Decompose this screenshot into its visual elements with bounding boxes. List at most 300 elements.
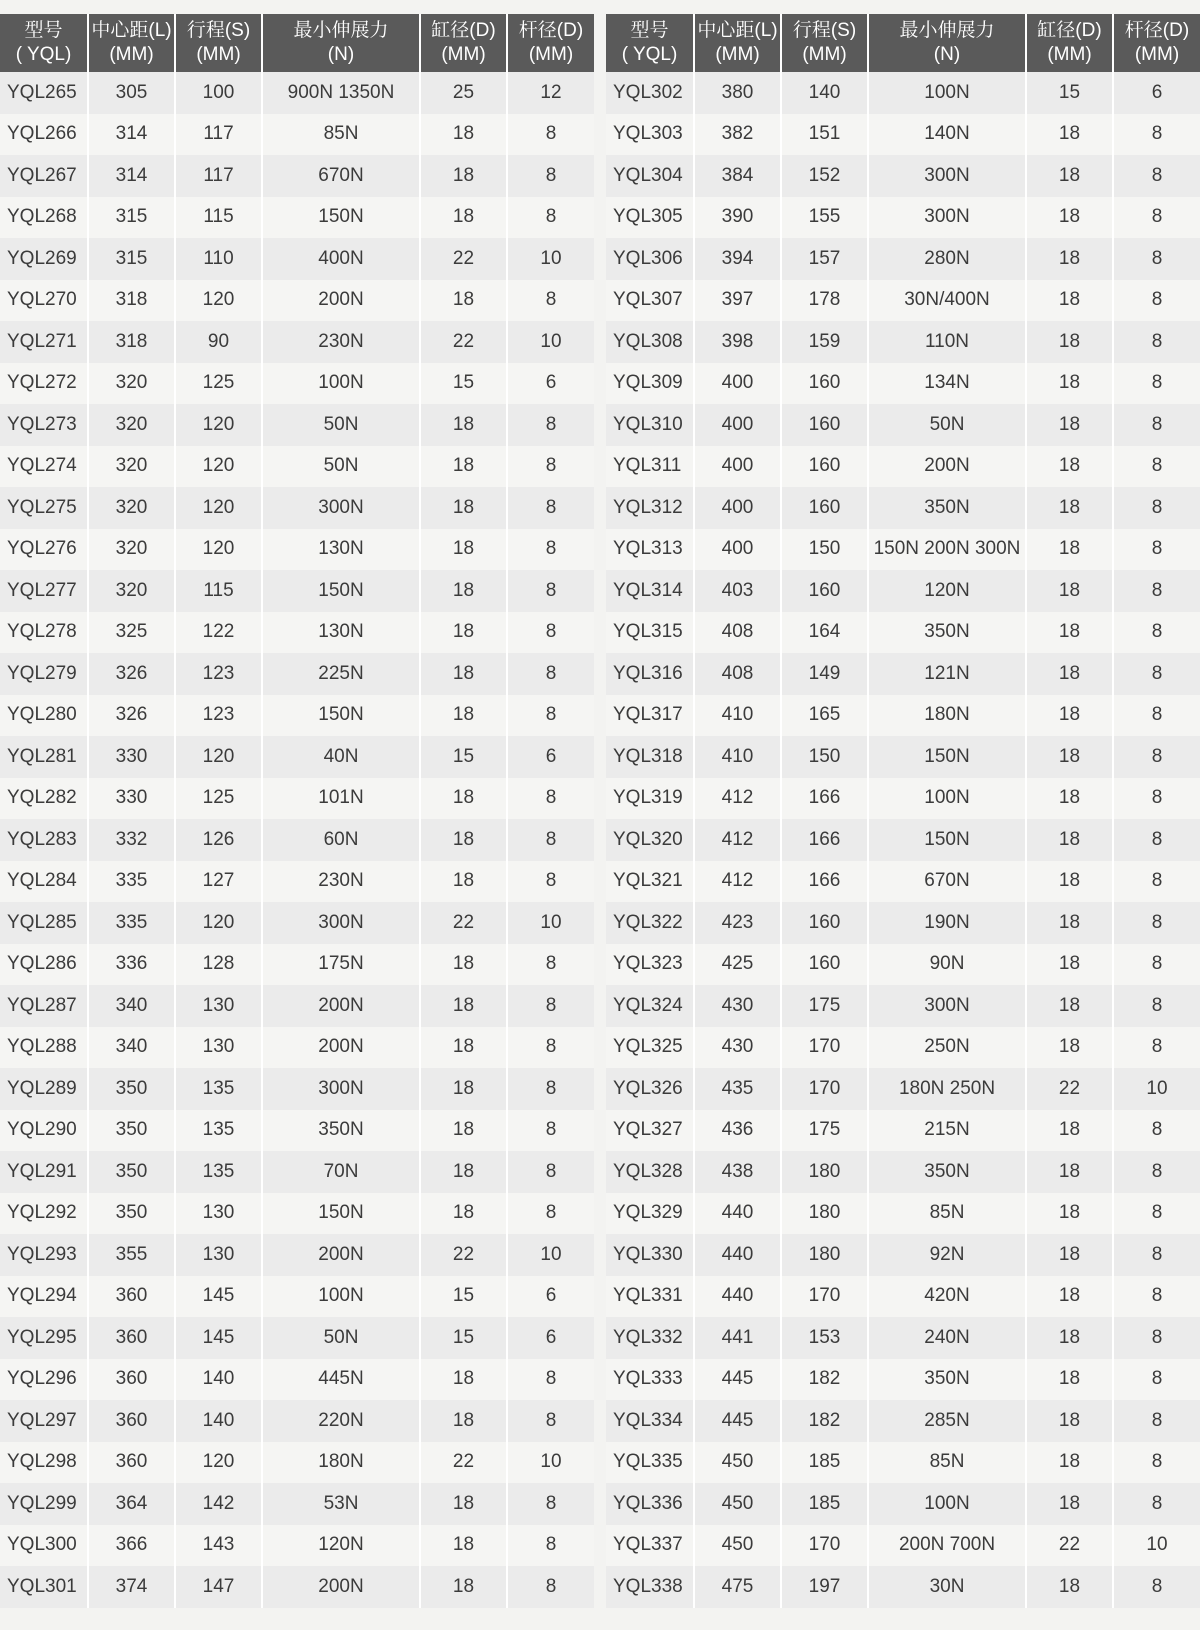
header-min-extension-force bbox=[868, 14, 1026, 72]
cell-stroke: 170 bbox=[781, 1525, 868, 1567]
cell-center-distance: 408 bbox=[694, 653, 781, 695]
cell-min-extension-force: 30N/400N bbox=[868, 280, 1026, 322]
header-unit: (MM) bbox=[196, 44, 241, 65]
cell-center-distance: 320 bbox=[88, 446, 175, 488]
cell-min-extension-force: 220N bbox=[262, 1400, 420, 1442]
cell-model: YQL319 bbox=[606, 778, 694, 820]
cell-center-distance: 360 bbox=[88, 1317, 175, 1359]
cell-rod-diameter: 6 bbox=[507, 363, 594, 405]
cell-rod-diameter: 10 bbox=[507, 1442, 594, 1484]
cell-center-distance: 430 bbox=[694, 1027, 781, 1069]
table-row bbox=[0, 321, 594, 363]
cell-stroke: 160 bbox=[781, 487, 868, 529]
cell-rod-diameter: 8 bbox=[1113, 1566, 1200, 1608]
table-row bbox=[606, 612, 1200, 654]
cell-model: YQL296 bbox=[0, 1359, 88, 1401]
cell-stroke: 170 bbox=[781, 1027, 868, 1069]
cell-model: YQL290 bbox=[0, 1110, 88, 1152]
cell-min-extension-force: 200N bbox=[262, 985, 420, 1027]
cell-min-extension-force: 350N bbox=[868, 1151, 1026, 1193]
table-row bbox=[0, 1234, 594, 1276]
cell-rod-diameter: 6 bbox=[1113, 72, 1200, 114]
header-label: 中心距(L) bbox=[91, 20, 172, 41]
cell-rod-diameter: 8 bbox=[507, 197, 594, 239]
cell-center-distance: 335 bbox=[88, 902, 175, 944]
cell-model: YQL267 bbox=[0, 155, 88, 197]
cell-stroke: 150 bbox=[781, 736, 868, 778]
cell-stroke: 120 bbox=[175, 529, 262, 571]
cell-min-extension-force: 190N bbox=[868, 902, 1026, 944]
cell-cylinder-diameter: 22 bbox=[1026, 1068, 1113, 1110]
cell-stroke: 164 bbox=[781, 612, 868, 654]
cell-cylinder-diameter: 18 bbox=[420, 944, 507, 986]
cell-min-extension-force: 200N bbox=[262, 280, 420, 322]
cell-cylinder-diameter: 18 bbox=[1026, 280, 1113, 322]
cell-center-distance: 403 bbox=[694, 570, 781, 612]
cell-cylinder-diameter: 18 bbox=[420, 446, 507, 488]
table-row bbox=[0, 1151, 594, 1193]
cell-cylinder-diameter: 22 bbox=[420, 902, 507, 944]
cell-center-distance: 360 bbox=[88, 1400, 175, 1442]
cell-center-distance: 340 bbox=[88, 985, 175, 1027]
cell-cylinder-diameter: 22 bbox=[420, 1442, 507, 1484]
cell-model: YQL308 bbox=[606, 321, 694, 363]
table-row bbox=[606, 404, 1200, 446]
cell-cylinder-diameter: 18 bbox=[1026, 404, 1113, 446]
cell-stroke: 140 bbox=[781, 72, 868, 114]
cell-stroke: 110 bbox=[175, 238, 262, 280]
table-row bbox=[606, 902, 1200, 944]
table-row bbox=[606, 280, 1200, 322]
cell-model: YQL305 bbox=[606, 197, 694, 239]
cell-model: YQL328 bbox=[606, 1151, 694, 1193]
header-label: 最小伸展力 bbox=[899, 20, 995, 41]
cell-rod-diameter: 8 bbox=[507, 155, 594, 197]
cell-model: YQL280 bbox=[0, 695, 88, 737]
cell-stroke: 151 bbox=[781, 114, 868, 156]
cell-stroke: 123 bbox=[175, 695, 262, 737]
table-row bbox=[606, 1442, 1200, 1484]
cell-min-extension-force: 300N bbox=[262, 902, 420, 944]
cell-center-distance: 450 bbox=[694, 1483, 781, 1525]
cell-center-distance: 360 bbox=[88, 1442, 175, 1484]
cell-model: YQL338 bbox=[606, 1566, 694, 1608]
cell-model: YQL327 bbox=[606, 1110, 694, 1152]
table-row bbox=[606, 653, 1200, 695]
cell-model: YQL295 bbox=[0, 1317, 88, 1359]
cell-model: YQL320 bbox=[606, 819, 694, 861]
table-row bbox=[0, 404, 594, 446]
cell-center-distance: 440 bbox=[694, 1276, 781, 1318]
cell-min-extension-force: 70N bbox=[262, 1151, 420, 1193]
table-row bbox=[606, 695, 1200, 737]
cell-center-distance: 430 bbox=[694, 985, 781, 1027]
cell-rod-diameter: 8 bbox=[1113, 321, 1200, 363]
header-unit: (MM) bbox=[802, 44, 847, 65]
cell-rod-diameter: 8 bbox=[507, 861, 594, 903]
cell-rod-diameter: 6 bbox=[507, 736, 594, 778]
cell-model: YQL274 bbox=[0, 446, 88, 488]
cell-rod-diameter: 8 bbox=[1113, 1442, 1200, 1484]
cell-min-extension-force: 445N bbox=[262, 1359, 420, 1401]
cell-center-distance: 320 bbox=[88, 570, 175, 612]
spec-table-left bbox=[0, 14, 594, 1608]
cell-center-distance: 340 bbox=[88, 1027, 175, 1069]
header-label: 行程(S) bbox=[186, 20, 251, 41]
table-row bbox=[606, 487, 1200, 529]
cell-stroke: 152 bbox=[781, 155, 868, 197]
cell-stroke: 182 bbox=[781, 1359, 868, 1401]
cell-cylinder-diameter: 18 bbox=[1026, 612, 1113, 654]
cell-cylinder-diameter: 18 bbox=[1026, 1317, 1113, 1359]
table-row bbox=[0, 1483, 594, 1525]
cell-center-distance: 400 bbox=[694, 487, 781, 529]
table-row bbox=[606, 1151, 1200, 1193]
cell-center-distance: 320 bbox=[88, 529, 175, 571]
cell-model: YQL286 bbox=[0, 944, 88, 986]
cell-cylinder-diameter: 18 bbox=[1026, 446, 1113, 488]
cell-cylinder-diameter: 18 bbox=[420, 1027, 507, 1069]
cell-stroke: 180 bbox=[781, 1193, 868, 1235]
cell-stroke: 145 bbox=[175, 1317, 262, 1359]
cell-min-extension-force: 200N bbox=[262, 1027, 420, 1069]
cell-min-extension-force: 60N bbox=[262, 819, 420, 861]
cell-cylinder-diameter: 18 bbox=[1026, 487, 1113, 529]
cell-cylinder-diameter: 18 bbox=[420, 114, 507, 156]
cell-min-extension-force: 670N bbox=[262, 155, 420, 197]
cell-model: YQL313 bbox=[606, 529, 694, 571]
cell-rod-diameter: 8 bbox=[1113, 612, 1200, 654]
table-row bbox=[606, 944, 1200, 986]
cell-stroke: 120 bbox=[175, 736, 262, 778]
cell-rod-diameter: 8 bbox=[1113, 653, 1200, 695]
cell-min-extension-force: 180N 250N bbox=[868, 1068, 1026, 1110]
header-min-extension-force bbox=[262, 14, 420, 72]
cell-cylinder-diameter: 18 bbox=[420, 1525, 507, 1567]
table-row bbox=[0, 529, 594, 571]
cell-cylinder-diameter: 18 bbox=[1026, 529, 1113, 571]
cell-rod-diameter: 8 bbox=[507, 570, 594, 612]
table-row bbox=[606, 321, 1200, 363]
cell-rod-diameter: 8 bbox=[1113, 778, 1200, 820]
cell-stroke: 120 bbox=[175, 902, 262, 944]
cell-min-extension-force: 300N bbox=[868, 155, 1026, 197]
cell-center-distance: 423 bbox=[694, 902, 781, 944]
cell-stroke: 130 bbox=[175, 1234, 262, 1276]
header-label: 缸径(D) bbox=[431, 20, 496, 41]
cell-stroke: 130 bbox=[175, 985, 262, 1027]
cell-model: YQL270 bbox=[0, 280, 88, 322]
cell-center-distance: 441 bbox=[694, 1317, 781, 1359]
cell-model: YQL330 bbox=[606, 1234, 694, 1276]
cell-center-distance: 445 bbox=[694, 1359, 781, 1401]
cell-rod-diameter: 8 bbox=[1113, 280, 1200, 322]
cell-model: YQL326 bbox=[606, 1068, 694, 1110]
cell-cylinder-diameter: 22 bbox=[420, 1234, 507, 1276]
cell-min-extension-force: 150N bbox=[262, 1193, 420, 1235]
cell-min-extension-force: 400N bbox=[262, 238, 420, 280]
cell-min-extension-force: 215N bbox=[868, 1110, 1026, 1152]
cell-center-distance: 412 bbox=[694, 819, 781, 861]
table-row bbox=[0, 487, 594, 529]
cell-min-extension-force: 350N bbox=[868, 487, 1026, 529]
cell-rod-diameter: 8 bbox=[507, 529, 594, 571]
cell-min-extension-force: 134N bbox=[868, 363, 1026, 405]
header-label: 杆径(D) bbox=[518, 20, 584, 41]
cell-model: YQL337 bbox=[606, 1525, 694, 1567]
cell-center-distance: 318 bbox=[88, 321, 175, 363]
cell-model: YQL283 bbox=[0, 819, 88, 861]
cell-cylinder-diameter: 18 bbox=[420, 570, 507, 612]
cell-center-distance: 320 bbox=[88, 487, 175, 529]
table-row bbox=[606, 446, 1200, 488]
cell-stroke: 143 bbox=[175, 1525, 262, 1567]
header-unit: (MM) bbox=[715, 44, 760, 65]
cell-stroke: 150 bbox=[781, 529, 868, 571]
table-row bbox=[0, 72, 594, 114]
cell-center-distance: 445 bbox=[694, 1400, 781, 1442]
cell-stroke: 120 bbox=[175, 487, 262, 529]
cell-rod-diameter: 8 bbox=[507, 1068, 594, 1110]
cell-cylinder-diameter: 18 bbox=[1026, 1193, 1113, 1235]
cell-center-distance: 318 bbox=[88, 280, 175, 322]
cell-cylinder-diameter: 18 bbox=[420, 612, 507, 654]
cell-model: YQL292 bbox=[0, 1193, 88, 1235]
cell-model: YQL285 bbox=[0, 902, 88, 944]
cell-model: YQL282 bbox=[0, 778, 88, 820]
cell-rod-diameter: 8 bbox=[507, 1193, 594, 1235]
cell-stroke: 115 bbox=[175, 570, 262, 612]
cell-cylinder-diameter: 18 bbox=[420, 861, 507, 903]
cell-center-distance: 384 bbox=[694, 155, 781, 197]
cell-min-extension-force: 300N bbox=[262, 487, 420, 529]
header-stroke bbox=[175, 14, 262, 72]
cell-rod-diameter: 8 bbox=[1113, 570, 1200, 612]
cell-center-distance: 305 bbox=[88, 72, 175, 114]
cell-cylinder-diameter: 18 bbox=[420, 155, 507, 197]
cell-cylinder-diameter: 15 bbox=[420, 1276, 507, 1318]
table-body bbox=[606, 72, 1200, 1608]
table-row bbox=[0, 1442, 594, 1484]
cell-rod-diameter: 8 bbox=[1113, 695, 1200, 737]
cell-min-extension-force: 100N bbox=[868, 72, 1026, 114]
cell-model: YQL268 bbox=[0, 197, 88, 239]
cell-cylinder-diameter: 18 bbox=[1026, 944, 1113, 986]
cell-center-distance: 450 bbox=[694, 1525, 781, 1567]
cell-min-extension-force: 175N bbox=[262, 944, 420, 986]
cell-model: YQL277 bbox=[0, 570, 88, 612]
cell-rod-diameter: 8 bbox=[1113, 819, 1200, 861]
cell-cylinder-diameter: 18 bbox=[420, 280, 507, 322]
cell-rod-diameter: 8 bbox=[507, 1525, 594, 1567]
cell-stroke: 147 bbox=[175, 1566, 262, 1608]
cell-model: YQL334 bbox=[606, 1400, 694, 1442]
table-row bbox=[606, 72, 1200, 114]
cell-rod-diameter: 8 bbox=[507, 778, 594, 820]
cell-stroke: 185 bbox=[781, 1442, 868, 1484]
cell-cylinder-diameter: 18 bbox=[1026, 570, 1113, 612]
cell-rod-diameter: 8 bbox=[507, 487, 594, 529]
cell-stroke: 165 bbox=[781, 695, 868, 737]
cell-model: YQL318 bbox=[606, 736, 694, 778]
cell-stroke: 120 bbox=[175, 1442, 262, 1484]
cell-rod-diameter: 8 bbox=[507, 404, 594, 446]
cell-min-extension-force: 200N 700N bbox=[868, 1525, 1026, 1567]
cell-min-extension-force: 101N bbox=[262, 778, 420, 820]
table-row bbox=[0, 155, 594, 197]
table-row bbox=[0, 778, 594, 820]
cell-model: YQL332 bbox=[606, 1317, 694, 1359]
cell-model: YQL289 bbox=[0, 1068, 88, 1110]
table-row bbox=[0, 944, 594, 986]
table-row bbox=[606, 1359, 1200, 1401]
table-row bbox=[0, 1525, 594, 1567]
cell-cylinder-diameter: 18 bbox=[420, 1400, 507, 1442]
table-row bbox=[0, 695, 594, 737]
cell-cylinder-diameter: 18 bbox=[420, 487, 507, 529]
table-row bbox=[0, 570, 594, 612]
header-unit: ( YQL) bbox=[621, 44, 678, 65]
cell-cylinder-diameter: 15 bbox=[420, 1317, 507, 1359]
cell-stroke: 130 bbox=[175, 1193, 262, 1235]
cell-rod-diameter: 8 bbox=[507, 280, 594, 322]
cell-cylinder-diameter: 18 bbox=[1026, 1151, 1113, 1193]
cell-model: YQL321 bbox=[606, 861, 694, 903]
cell-min-extension-force: 90N bbox=[868, 944, 1026, 986]
table-row bbox=[0, 1068, 594, 1110]
cell-cylinder-diameter: 18 bbox=[420, 985, 507, 1027]
table-row bbox=[606, 1566, 1200, 1608]
table-row bbox=[606, 1234, 1200, 1276]
cell-rod-diameter: 8 bbox=[1113, 404, 1200, 446]
cell-model: YQL279 bbox=[0, 653, 88, 695]
cell-rod-diameter: 8 bbox=[507, 944, 594, 986]
cell-stroke: 130 bbox=[175, 1027, 262, 1069]
cell-stroke: 135 bbox=[175, 1068, 262, 1110]
cell-cylinder-diameter: 18 bbox=[1026, 653, 1113, 695]
cell-model: YQL281 bbox=[0, 736, 88, 778]
cell-stroke: 170 bbox=[781, 1068, 868, 1110]
cell-model: YQL302 bbox=[606, 72, 694, 114]
cell-stroke: 126 bbox=[175, 819, 262, 861]
cell-center-distance: 315 bbox=[88, 197, 175, 239]
cell-model: YQL288 bbox=[0, 1027, 88, 1069]
cell-model: YQL265 bbox=[0, 72, 88, 114]
cell-center-distance: 435 bbox=[694, 1068, 781, 1110]
cell-cylinder-diameter: 18 bbox=[1026, 902, 1113, 944]
cell-rod-diameter: 8 bbox=[507, 695, 594, 737]
cell-cylinder-diameter: 18 bbox=[1026, 861, 1113, 903]
cell-rod-diameter: 6 bbox=[507, 1276, 594, 1318]
cell-rod-diameter: 10 bbox=[507, 902, 594, 944]
table-row bbox=[606, 1400, 1200, 1442]
cell-min-extension-force: 280N bbox=[868, 238, 1026, 280]
cell-cylinder-diameter: 18 bbox=[1026, 155, 1113, 197]
cell-cylinder-diameter: 15 bbox=[420, 736, 507, 778]
cell-center-distance: 350 bbox=[88, 1068, 175, 1110]
cell-center-distance: 314 bbox=[88, 114, 175, 156]
table-row bbox=[0, 114, 594, 156]
cell-cylinder-diameter: 18 bbox=[420, 1110, 507, 1152]
cell-stroke: 185 bbox=[781, 1483, 868, 1525]
cell-cylinder-diameter: 18 bbox=[1026, 1483, 1113, 1525]
cell-model: YQL317 bbox=[606, 695, 694, 737]
cell-cylinder-diameter: 18 bbox=[420, 197, 507, 239]
cell-center-distance: 400 bbox=[694, 446, 781, 488]
cell-center-distance: 360 bbox=[88, 1359, 175, 1401]
cell-stroke: 166 bbox=[781, 861, 868, 903]
cell-min-extension-force: 53N bbox=[262, 1483, 420, 1525]
table-row bbox=[606, 1525, 1200, 1567]
cell-cylinder-diameter: 22 bbox=[1026, 1525, 1113, 1567]
cell-min-extension-force: 100N bbox=[262, 1276, 420, 1318]
cell-min-extension-force: 230N bbox=[262, 321, 420, 363]
cell-min-extension-force: 300N bbox=[868, 197, 1026, 239]
cell-center-distance: 350 bbox=[88, 1151, 175, 1193]
cell-min-extension-force: 200N bbox=[262, 1566, 420, 1608]
cell-stroke: 149 bbox=[781, 653, 868, 695]
cell-min-extension-force: 300N bbox=[868, 985, 1026, 1027]
cell-min-extension-force: 100N bbox=[262, 363, 420, 405]
table-row bbox=[606, 778, 1200, 820]
cell-center-distance: 330 bbox=[88, 736, 175, 778]
table-row bbox=[606, 1483, 1200, 1525]
cell-center-distance: 475 bbox=[694, 1566, 781, 1608]
cell-center-distance: 332 bbox=[88, 819, 175, 861]
cell-min-extension-force: 130N bbox=[262, 612, 420, 654]
cell-min-extension-force: 350N bbox=[262, 1110, 420, 1152]
cell-model: YQL266 bbox=[0, 114, 88, 156]
cell-rod-diameter: 8 bbox=[1113, 861, 1200, 903]
cell-stroke: 157 bbox=[781, 238, 868, 280]
cell-stroke: 153 bbox=[781, 1317, 868, 1359]
header-label: 中心距(L) bbox=[697, 20, 778, 41]
table-row bbox=[0, 653, 594, 695]
cell-cylinder-diameter: 18 bbox=[420, 695, 507, 737]
cell-cylinder-diameter: 22 bbox=[420, 238, 507, 280]
cell-model: YQL336 bbox=[606, 1483, 694, 1525]
cell-model: YQL312 bbox=[606, 487, 694, 529]
cell-stroke: 166 bbox=[781, 778, 868, 820]
table-row bbox=[606, 861, 1200, 903]
cell-min-extension-force: 420N bbox=[868, 1276, 1026, 1318]
header-label: 行程(S) bbox=[792, 20, 857, 41]
cell-model: YQL287 bbox=[0, 985, 88, 1027]
cell-min-extension-force: 130N bbox=[262, 529, 420, 571]
cell-rod-diameter: 8 bbox=[1113, 944, 1200, 986]
table-row bbox=[0, 1276, 594, 1318]
cell-min-extension-force: 225N bbox=[262, 653, 420, 695]
cell-rod-diameter: 6 bbox=[507, 1317, 594, 1359]
cell-model: YQL272 bbox=[0, 363, 88, 405]
cell-cylinder-diameter: 22 bbox=[420, 321, 507, 363]
table-header bbox=[606, 14, 1200, 72]
cell-cylinder-diameter: 15 bbox=[1026, 72, 1113, 114]
cell-stroke: 117 bbox=[175, 114, 262, 156]
table-row bbox=[0, 612, 594, 654]
cell-stroke: 140 bbox=[175, 1359, 262, 1401]
cell-stroke: 159 bbox=[781, 321, 868, 363]
cell-cylinder-diameter: 18 bbox=[1026, 819, 1113, 861]
cell-min-extension-force: 150N bbox=[262, 570, 420, 612]
header-label: 最小伸展力 bbox=[293, 20, 389, 41]
cell-rod-diameter: 8 bbox=[1113, 197, 1200, 239]
cell-model: YQL269 bbox=[0, 238, 88, 280]
cell-rod-diameter: 8 bbox=[1113, 985, 1200, 1027]
cell-center-distance: 374 bbox=[88, 1566, 175, 1608]
table-row bbox=[606, 155, 1200, 197]
cell-center-distance: 325 bbox=[88, 612, 175, 654]
